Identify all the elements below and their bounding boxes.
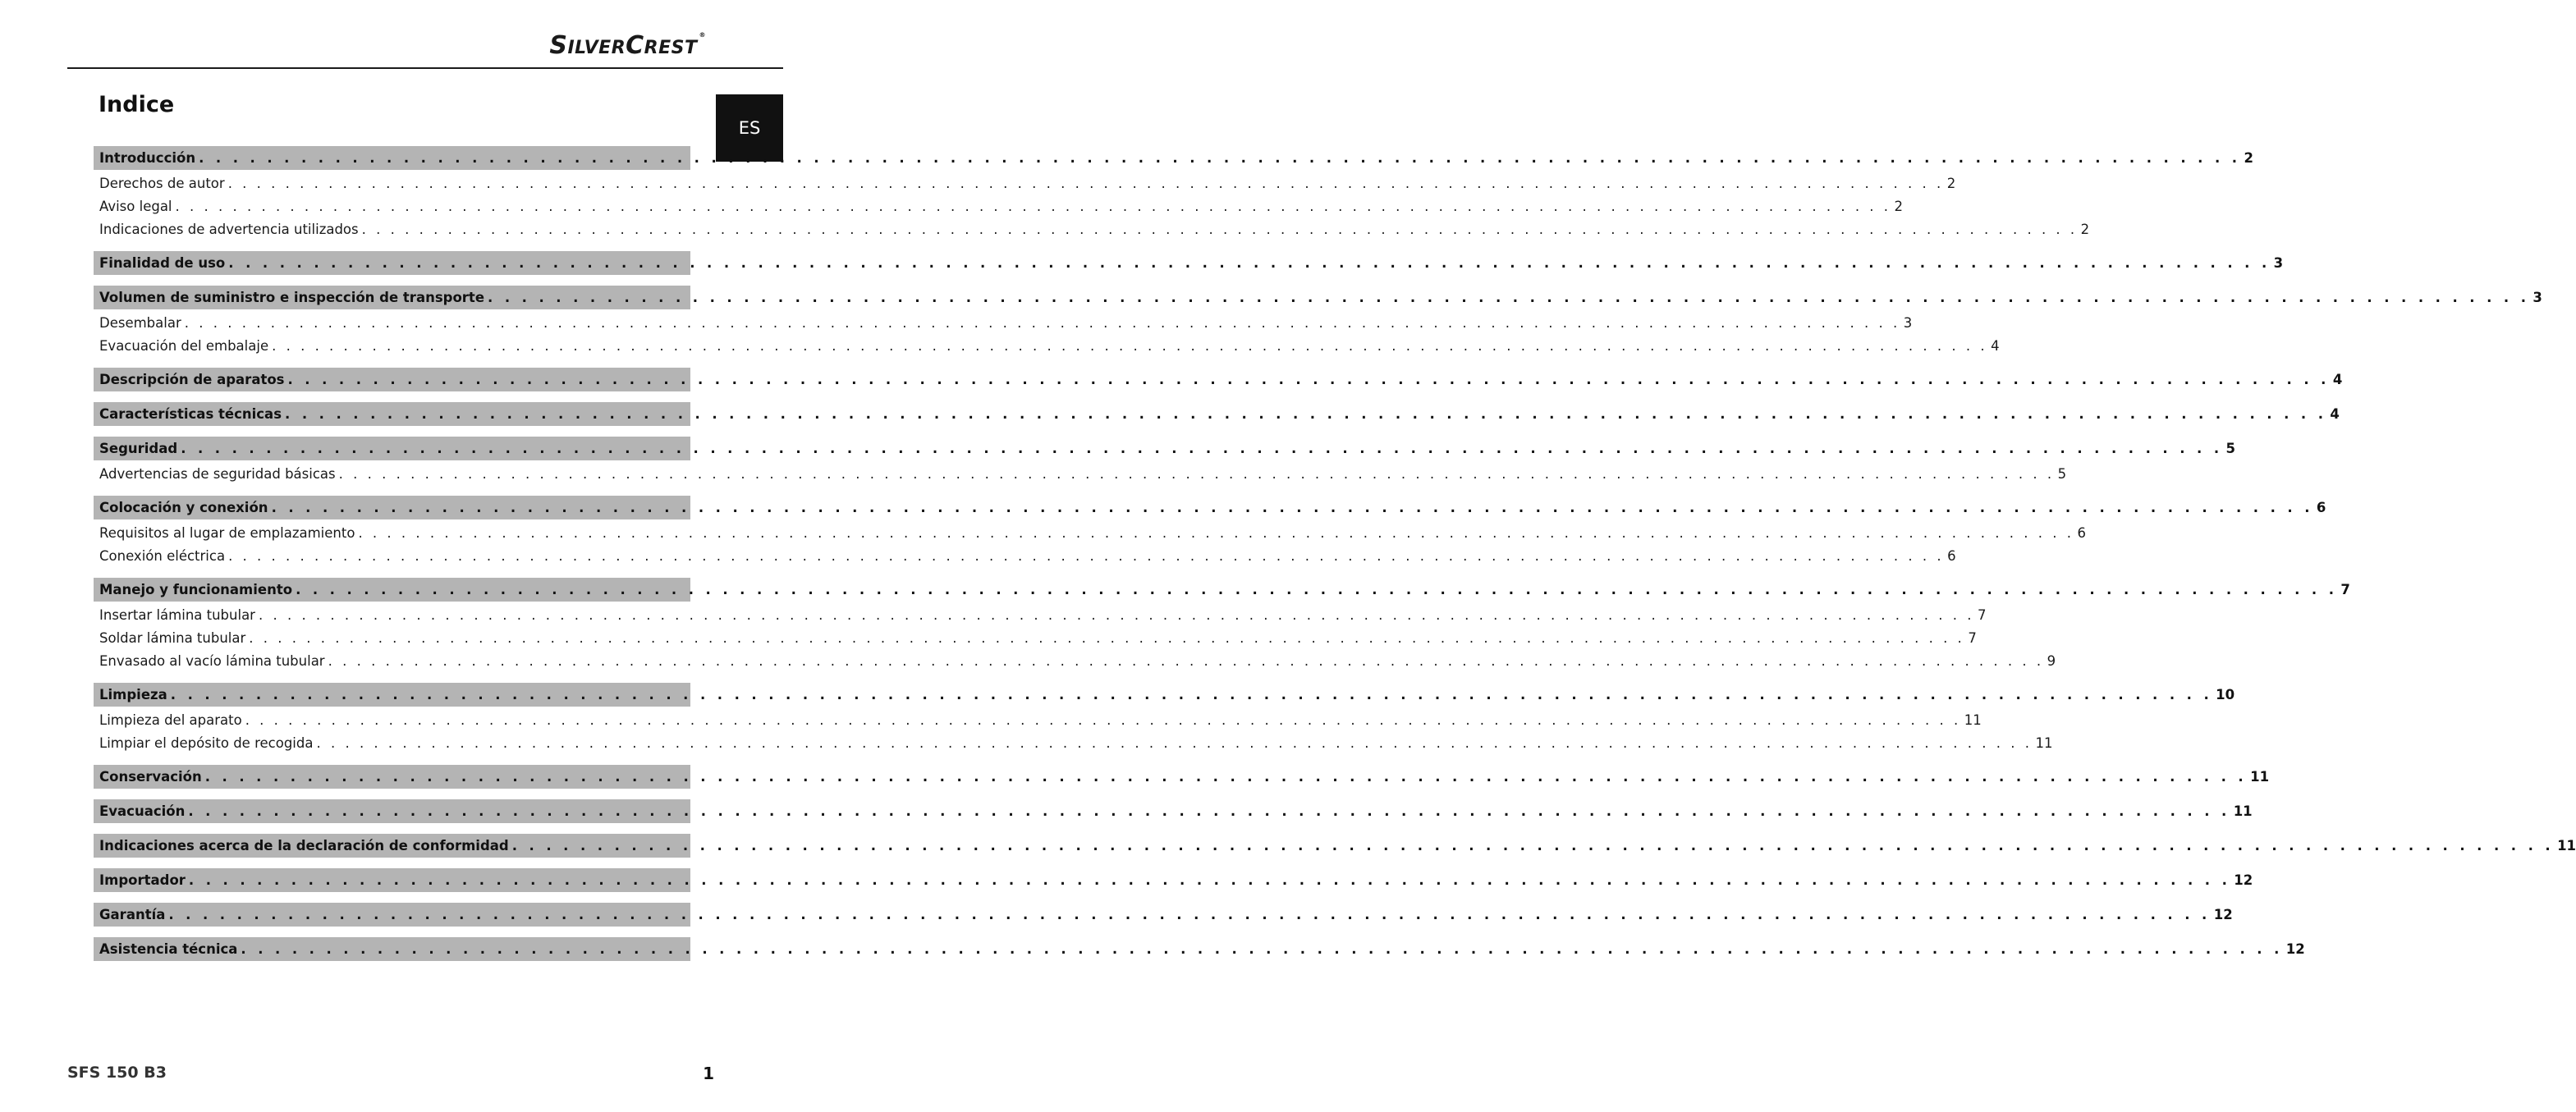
toc-subsection-label: Envasado al vacío lámina tubular — [99, 652, 325, 669]
toc-section-page: 3 — [2532, 290, 2542, 305]
toc-section-page: 12 — [2234, 872, 2253, 888]
dot-leader: . . . . . . . . . . . . . . . . . . . . . . . . . . . . . . . . . . . . . . . . . . . . . . . . . . . . . . . . . . . . . . . . . . . . . . . . . . . . . . . . . . . . . . . . . . . . . . . . . . . . . . . . . . . . . . . . . . . . . . . . — [358, 524, 2074, 541]
dot-leader: . . . . . . . . . . . . . . . . . . . . . . . . . . . . . . . . . . . . . . . . . . . . . . . . . . . . . . . . . . . . . . . . . . . . . . . . . . . . . . . . . . . . . . . . . . . . . . . . . . . . . . . . . . . . . . . . . . . . . . . . — [184, 314, 1900, 331]
toc-section — [94, 834, 2576, 858]
toc-section — [94, 286, 2542, 357]
table-of-contents — [94, 146, 2576, 972]
toc-subsection-page: 3 — [1903, 314, 1913, 331]
toc-subsection-row[interactable] — [94, 217, 2090, 240]
toc-subsection-row[interactable] — [94, 311, 1913, 334]
toc-subsection-row[interactable] — [94, 649, 2056, 672]
toc-section-heading[interactable] — [94, 496, 2326, 519]
dot-leader: . . . . . . . . . . . . . . . . . . . . . . . . . . . . . . . . . . . . . . . . . . . . . . . . . . . . . . . . . . . . . . . . . . . . . . . . . . . . . . . . . . . . . . . . . . . . . . . . . . . . . . . . . . . . . . . . . . . . . . . . — [199, 150, 2241, 166]
toc-section — [94, 799, 2253, 823]
toc-section — [94, 578, 2350, 672]
toc-section — [94, 868, 2253, 892]
toc-section-label: Descripción de aparatos — [99, 372, 285, 387]
toc-section-heading[interactable] — [94, 765, 2270, 789]
dot-leader: . . . . . . . . . . . . . . . . . . . . . . . . . . . . . . . . . . . . . . . . . . . . . . . . . . . . . . . . . . . . . . . . . . . . . . . . . . . . . . . . . . . . . . . . . . . . . . . . . . . . . . . . . . . . . . . . . . . . . . . . — [258, 606, 1974, 623]
toc-section-page: 10 — [2216, 687, 2235, 702]
toc-section-page: 6 — [2316, 500, 2326, 515]
toc-subsection-row[interactable] — [94, 603, 1987, 626]
toc-subsection-row[interactable] — [94, 194, 1904, 217]
dot-leader: . . . . . . . . . . . . . . . . . . . . . . . . . . . . . . . . . . . . . . . . . . . . . . . . . . . . . . . . . . . . . . . . . . . . . . . . . . . . . . . . . . . . . . . . . . . . . . . . . . . . . . . . . . . . . . . . . . . . . . . . — [204, 769, 2248, 785]
dot-leader: . . . . . . . . . . . . . . . . . . . . . . . . . . . . . . . . . . . . . . . . . . . . . . . . . . . . . . . . . . . . . . . . . . . . . . . . . . . . . . . . . . . . . . . . . . . . . . . . . . . . . . . . . . . . . . . . . . . . . . . . — [488, 290, 2530, 305]
toc-section-page: 4 — [2332, 372, 2343, 387]
toc-section-heading[interactable] — [94, 834, 2576, 858]
dot-leader: . . . . . . . . . . . . . . . . . . . . . . . . . . . . . . . . . . . . . . . . . . . . . . . . . . . . . . . . . . . . . . . . . . . . . . . . . . . . . . . . . . . . . . . . . . . . . . . . . . . . . . . . . . . . . . . . . . . . . . . . — [168, 907, 2211, 922]
toc-section-page: 12 — [2213, 907, 2233, 922]
toc-section — [94, 937, 2305, 961]
dot-leader: . . . . . . . . . . . . . . . . . . . . . . . . . . . . . . . . . . . . . . . . . . . . . . . . . . . . . . . . . . . . . . . . . . . . . . . . . . . . . . . . . . . . . . . . . . . . . . . . . . . . . . . . . . . . . . . . . . . . . . . . — [338, 465, 2055, 482]
toc-subsection-list — [94, 707, 2053, 754]
toc-section-label: Colocación y conexión — [99, 500, 268, 515]
toc-section-heading[interactable] — [94, 937, 2305, 961]
toc-subsection-page: 9 — [2047, 652, 2056, 669]
toc-subsection-label: Indicaciones de advertencia utilizados — [99, 221, 359, 237]
dot-leader: . . . . . . . . . . . . . . . . . . . . . . . . . . . . . . . . . . . . . . . . . . . . . . . . . . . . . . . . . . . . . . . . . . . . . . . . . . . . . . . . . . . . . . . . . . . . . . . . . . . . . . . . . . . . . . . . . . . . . . . . — [285, 406, 2327, 422]
toc-section-label: Limpieza — [99, 687, 167, 702]
toc-subsection-label: Requisitos al lugar de emplazamiento — [99, 524, 355, 541]
toc-subsection-page: 2 — [2080, 221, 2090, 237]
brand-logo: SILVERCREST® — [549, 31, 706, 60]
toc-section-page: 11 — [2233, 803, 2253, 819]
toc-section-page: 7 — [2340, 582, 2350, 597]
toc-subsection-label: Derechos de autor — [99, 175, 225, 191]
dot-leader: . . . . . . . . . . . . . . . . . . . . . . . . . . . . . . . . . . . . . . . . . . . . . . . . . . . . . . . . . . . . . . . . . . . . . . . . . . . . . . . . . . . . . . . . . . . . . . . . . . . . . . . . . . . . . . . . . . . . . . . . — [328, 652, 2044, 669]
toc-section-page: 11 — [2557, 838, 2576, 853]
toc-subsection-row[interactable] — [94, 462, 2067, 485]
toc-section-label: Importador — [99, 872, 186, 888]
toc-subsection-label: Limpieza del aparato — [99, 712, 242, 728]
toc-section-page: 11 — [2250, 769, 2270, 785]
dot-leader: . . . . . . . . . . . . . . . . . . . . . . . . . . . . . . . . . . . . . . . . . . . . . . . . . . . . . . . . . . . . . . . . . . . . . . . . . . . . . . . . . . . . . . . . . . . . . . . . . . . . . . . . . . . . . . . . . . . . . . . . — [228, 547, 1945, 564]
page-number: 1 — [703, 1064, 714, 1083]
dot-leader: . . . . . . . . . . . . . . . . . . . . . . . . . . . . . . . . . . . . . . . . . . . . . . . . . . . . . . . . . . . . . . . . . . . . . . . . . . . . . . . . . . . . . . . . . . . . . . . . . . . . . . . . . . . . . . . . . . . . . . . . — [188, 803, 2230, 819]
toc-section-heading[interactable] — [94, 683, 2235, 707]
toc-section-label: Manejo y funcionamiento — [99, 582, 293, 597]
page-title: Indice — [99, 92, 175, 117]
dot-leader: . . . . . . . . . . . . . . . . . . . . . . . . . . . . . . . . . . . . . . . . . . . . . . . . . . . . . . . . . . . . . . . . . . . . . . . . . . . . . . . . . . . . . . . . . . . . . . . . . . . . . . . . . . . . . . . . . . . . . . . . — [296, 582, 2338, 597]
toc-section-label: Seguridad — [99, 441, 178, 456]
dot-leader: . . . . . . . . . . . . . . . . . . . . . . . . . . . . . . . . . . . . . . . . . . . . . . . . . . . . . . . . . . . . . . . . . . . . . . . . . . . . . . . . . . . . . . . . . . . . . . . . . . . . . . . . . . . . . . . . . . . . . . . . — [511, 838, 2555, 853]
toc-section — [94, 368, 2343, 391]
dot-leader: . . . . . . . . . . . . . . . . . . . . . . . . . . . . . . . . . . . . . . . . . . . . . . . . . . . . . . . . . . . . . . . . . . . . . . . . . . . . . . . . . . . . . . . . . . . . . . . . . . . . . . . . . . . . . . . . . . . . . . . . — [316, 734, 2033, 751]
dot-leader: . . . . . . . . . . . . . . . . . . . . . . . . . . . . . . . . . . . . . . . . . . . . . . . . . . . . . . . . . . . . . . . . . . . . . . . . . . . . . . . . . . . . . . . . . . . . . . . . . . . . . . . . . . . . . . . . . . . . . . . . — [241, 941, 2283, 957]
toc-subsection-row[interactable] — [94, 521, 2086, 544]
toc-section — [94, 437, 2236, 485]
dot-leader: . . . . . . . . . . . . . . . . . . . . . . . . . . . . . . . . . . . . . . . . . . . . . . . . . . . . . . . . . . . . . . . . . . . . . . . . . . . . . . . . . . . . . . . . . . . . . . . . . . . . . . . . . . . . . . . . . . . . . . . . — [228, 255, 2271, 271]
toc-subsection-label: Advertencias de seguridad básicas — [99, 465, 336, 482]
toc-subsection-label: Aviso legal — [99, 198, 172, 214]
toc-section — [94, 146, 2253, 240]
toc-subsection-page: 7 — [1978, 606, 1987, 623]
toc-subsection-page: 2 — [1946, 175, 1956, 191]
toc-subsection-page: 11 — [2035, 734, 2053, 751]
toc-subsection-page: 11 — [1964, 712, 1982, 728]
toc-section-label: Introducción — [99, 150, 196, 166]
toc-subsection-row[interactable] — [94, 544, 1956, 567]
dot-leader: . . . . . . . . . . . . . . . . . . . . . . . . . . . . . . . . . . . . . . . . . . . . . . . . . . . . . . . . . . . . . . . . . . . . . . . . . . . . . . . . . . . . . . . . . . . . . . . . . . . . . . . . . . . . . . . . . . . . . . . . — [249, 629, 1965, 646]
toc-section-heading[interactable] — [94, 799, 2253, 823]
toc-section-heading[interactable] — [94, 286, 2542, 309]
dot-leader: . . . . . . . . . . . . . . . . . . . . . . . . . . . . . . . . . . . . . . . . . . . . . . . . . . . . . . . . . . . . . . . . . . . . . . . . . . . . . . . . . . . . . . . . . . . . . . . . . . . . . . . . . . . . . . . . . . . . . . . . — [188, 872, 2231, 888]
dot-leader: . . . . . . . . . . . . . . . . . . . . . . . . . . . . . . . . . . . . . . . . . . . . . . . . . . . . . . . . . . . . . . . . . . . . . . . . . . . . . . . . . . . . . . . . . . . . . . . . . . . . . . . . . . . . . . . . . . . . . . . . — [245, 712, 1961, 728]
toc-subsection-page: 4 — [1991, 337, 2000, 354]
toc-subsection-label: Evacuación del embalaje — [99, 337, 269, 354]
dot-leader: . . . . . . . . . . . . . . . . . . . . . . . . . . . . . . . . . . . . . . . . . . . . . . . . . . . . . . . . . . . . . . . . . . . . . . . . . . . . . . . . . . . . . . . . . . . . . . . . . . . . . . . . . . . . . . . . . . . . . . . . — [361, 221, 2078, 237]
toc-subsection-label: Insertar lámina tubular — [99, 606, 255, 623]
toc-subsection-label: Desembalar — [99, 314, 181, 331]
toc-section — [94, 496, 2326, 567]
toc-section-heading[interactable] — [94, 578, 2350, 602]
toc-section-heading[interactable] — [94, 868, 2253, 892]
toc-section-heading[interactable] — [94, 368, 2343, 391]
toc-subsection-row[interactable] — [94, 334, 2000, 357]
toc-section-page: 3 — [2273, 255, 2284, 271]
toc-subsection-row[interactable] — [94, 731, 2053, 754]
toc-section-heading[interactable] — [94, 437, 2236, 460]
toc-section-heading[interactable] — [94, 402, 2340, 426]
toc-subsection-list — [94, 460, 2067, 485]
toc-section-heading[interactable] — [94, 251, 2284, 275]
model-number: SFS 150 B3 — [67, 1064, 167, 1082]
dot-leader: . . . . . . . . . . . . . . . . . . . . . . . . . . . . . . . . . . . . . . . . . . . . . . . . . . . . . . . . . . . . . . . . . . . . . . . . . . . . . . . . . . . . . . . . . . . . . . . . . . . . . . . . . . . . . . . . . . . . . . . . — [181, 441, 2223, 456]
language-tab: ES — [716, 94, 783, 162]
dot-leader: . . . . . . . . . . . . . . . . . . . . . . . . . . . . . . . . . . . . . . . . . . . . . . . . . . . . . . . . . . . . . . . . . . . . . . . . . . . . . . . . . . . . . . . . . . . . . . . . . . . . . . . . . . . . . . . . . . . . . . . . — [170, 687, 2213, 702]
toc-subsection-page: 6 — [1947, 547, 1956, 564]
toc-section-label: Evacuación — [99, 803, 186, 819]
toc-section-label: Volumen de suministro e inspección de transporte — [99, 290, 485, 305]
dot-leader: . . . . . . . . . . . . . . . . . . . . . . . . . . . . . . . . . . . . . . . . . . . . . . . . . . . . . . . . . . . . . . . . . . . . . . . . . . . . . . . . . . . . . . . . . . . . . . . . . . . . . . . . . . . . . . . . . . . . . . . . — [227, 175, 1944, 191]
toc-section — [94, 683, 2235, 754]
toc-section-page: 2 — [2244, 150, 2253, 166]
toc-subsection-label: Soldar lámina tubular — [99, 629, 246, 646]
toc-subsection-list — [94, 170, 2090, 240]
toc-section-label: Garantía — [99, 907, 166, 922]
toc-section-label: Indicaciones acerca de la declaración de conformidad — [99, 838, 509, 853]
toc-subsection-page: 6 — [2077, 524, 2086, 541]
toc-subsection-label: Limpiar el depósito de recogida — [99, 734, 314, 751]
toc-subsection-page: 2 — [1894, 198, 1904, 214]
toc-section-page: 4 — [2330, 406, 2340, 422]
toc-section — [94, 402, 2340, 426]
toc-section — [94, 765, 2270, 789]
toc-section-heading[interactable] — [94, 903, 2233, 927]
toc-subsection-row[interactable] — [94, 172, 1956, 194]
toc-section-label: Asistencia técnica — [99, 941, 238, 957]
toc-subsection-row[interactable] — [94, 626, 1977, 649]
toc-section-label: Finalidad de uso — [99, 255, 226, 271]
toc-section-heading[interactable] — [94, 146, 2253, 170]
dot-leader: . . . . . . . . . . . . . . . . . . . . . . . . . . . . . . . . . . . . . . . . . . . . . . . . . . . . . . . . . . . . . . . . . . . . . . . . . . . . . . . . . . . . . . . . . . . . . . . . . . . . . . . . . . . . . . . . . . . . . . . . — [271, 500, 2313, 515]
toc-subsection-list — [94, 309, 2000, 357]
toc-subsection-list — [94, 519, 2086, 567]
toc-section — [94, 251, 2284, 275]
toc-subsection-list — [94, 602, 2056, 672]
dot-leader: . . . . . . . . . . . . . . . . . . . . . . . . . . . . . . . . . . . . . . . . . . . . . . . . . . . . . . . . . . . . . . . . . . . . . . . . . . . . . . . . . . . . . . . . . . . . . . . . . . . . . . . . . . . . . . . . . . . . . . . . — [287, 372, 2330, 387]
toc-subsection-row[interactable] — [94, 708, 1982, 731]
toc-section — [94, 903, 2233, 927]
toc-subsection-page: 5 — [2057, 465, 2067, 482]
dot-leader: . . . . . . . . . . . . . . . . . . . . . . . . . . . . . . . . . . . . . . . . . . . . . . . . . . . . . . . . . . . . . . . . . . . . . . . . . . . . . . . . . . . . . . . . . . . . . . . . . . . . . . . . . . . . . . . . . . . . . . . . — [272, 337, 1988, 354]
toc-subsection-label: Conexión eléctrica — [99, 547, 226, 564]
toc-section-page: 12 — [2285, 941, 2305, 957]
toc-section-page: 5 — [2225, 441, 2236, 456]
toc-section-label: Conservación — [99, 769, 202, 785]
dot-leader: . . . . . . . . . . . . . . . . . . . . . . . . . . . . . . . . . . . . . . . . . . . . . . . . . . . . . . . . . . . . . . . . . . . . . . . . . . . . . . . . . . . . . . . . . . . . . . . . . . . . . . . . . . . . . . . . . . . . . . . . — [175, 198, 1891, 214]
header-rule — [67, 67, 783, 69]
toc-section-label: Características técnicas — [99, 406, 282, 422]
toc-subsection-page: 7 — [1968, 629, 1977, 646]
